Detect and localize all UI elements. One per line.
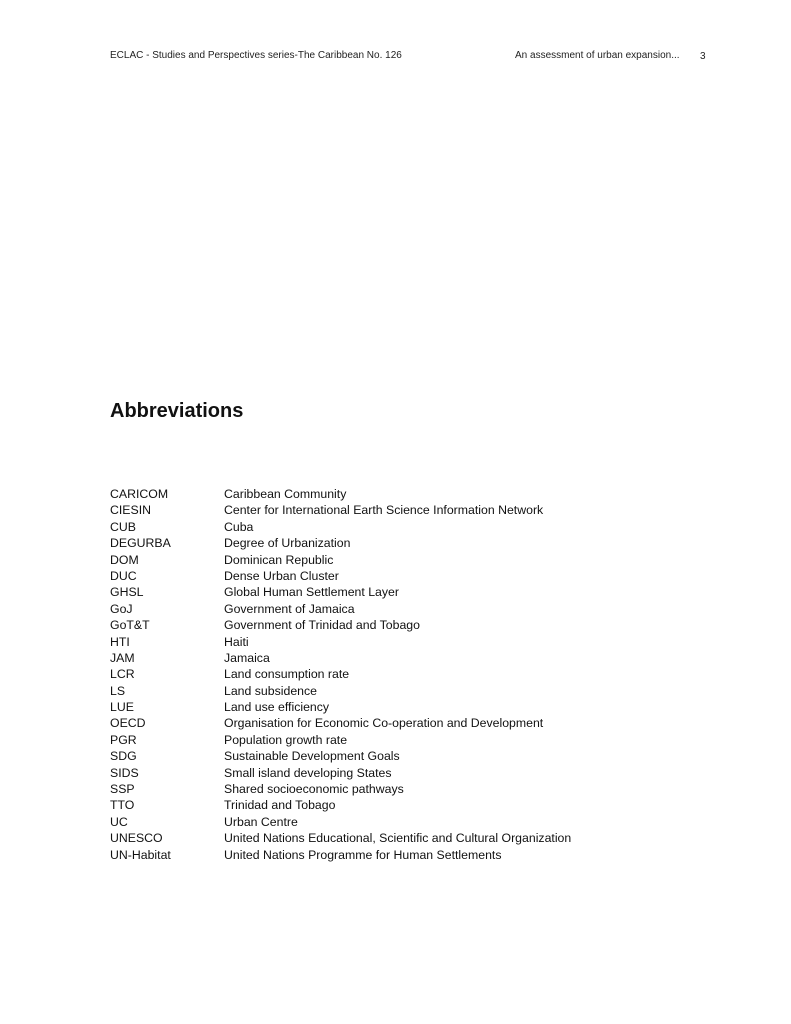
abbreviation-meaning: Government of Jamaica: [224, 601, 355, 616]
abbreviation-row: [110, 765, 670, 781]
abbreviation-meaning: Organisation for Economic Co-operation and Development: [224, 716, 544, 731]
abbreviation-code: PGR: [110, 732, 137, 747]
abbreviation-code: DEGURBA: [110, 536, 171, 551]
abbreviation-row: [110, 617, 670, 633]
abbreviation-meaning: Haiti: [224, 634, 249, 649]
abbreviation-meaning: Population growth rate: [224, 732, 348, 747]
abbreviation-row: [110, 486, 670, 502]
abbreviation-code: GoT&T: [110, 618, 150, 633]
abbreviation-meaning: Global Human Settlement Layer: [224, 585, 399, 600]
abbreviation-row: [110, 552, 670, 568]
page-header: [110, 48, 710, 64]
abbreviation-row: [110, 748, 670, 764]
abbreviation-meaning: United Nations Educational, Scientific and Cultural Organization: [224, 831, 572, 846]
abbreviation-meaning: Urban Centre: [224, 814, 298, 829]
abbreviation-meaning: Center for International Earth Science Information Network: [224, 503, 544, 518]
abbreviation-code: DOM: [110, 552, 139, 567]
header-series-title: ECLAC - Studies and Perspectives series-The Caribbean No. 126: [110, 50, 402, 61]
abbreviation-row: [110, 584, 670, 600]
abbreviation-row: [110, 666, 670, 682]
abbreviation-meaning: Cuba: [224, 519, 254, 534]
abbreviation-row: [110, 715, 670, 731]
abbreviation-code: CIESIN: [110, 503, 151, 518]
abbreviation-row: [110, 568, 670, 584]
abbreviation-code: UC: [110, 814, 128, 829]
abbreviation-meaning: Dense Urban Cluster: [224, 568, 339, 583]
abbreviation-row: [110, 699, 670, 715]
abbreviations-list: [110, 486, 670, 863]
abbreviation-row: [110, 502, 670, 518]
abbreviation-row: [110, 830, 670, 846]
page-number: 3: [700, 51, 706, 62]
abbreviation-row: [110, 847, 670, 863]
abbreviation-row: [110, 781, 670, 797]
abbreviation-row: [110, 535, 670, 551]
abbreviation-row: [110, 519, 670, 535]
abbreviation-meaning: Land use efficiency: [224, 700, 330, 715]
abbreviation-row: [110, 634, 670, 650]
abbreviation-code: LS: [110, 683, 126, 698]
abbreviation-code: GHSL: [110, 585, 144, 600]
abbreviation-code: LCR: [110, 667, 135, 682]
abbreviation-meaning: Jamaica: [224, 650, 270, 665]
abbreviation-meaning: United Nations Programme for Human Settlements: [224, 847, 502, 862]
abbreviation-code: HTI: [110, 634, 130, 649]
abbreviation-code: JAM: [110, 650, 135, 665]
abbreviation-meaning: Trinidad and Tobago: [224, 798, 336, 813]
abbreviation-meaning: Land subsidence: [224, 683, 317, 698]
abbreviation-row: [110, 601, 670, 617]
section-title: Abbreviations: [110, 400, 244, 422]
abbreviation-row: [110, 650, 670, 666]
abbreviation-code: CARICOM: [110, 487, 169, 501]
abbreviation-meaning: Land consumption rate: [224, 667, 350, 682]
abbreviation-code: SDG: [110, 749, 137, 764]
header-document-title: An assessment of urban expansion...: [515, 50, 680, 61]
abbreviation-meaning: Degree of Urbanization: [224, 536, 351, 551]
abbreviation-code: UN-Habitat: [110, 847, 171, 862]
abbreviation-row: [110, 814, 670, 830]
abbreviation-meaning: Shared socioeconomic pathways: [224, 782, 404, 797]
abbreviation-code: TTO: [110, 798, 135, 813]
abbreviation-meaning: Dominican Republic: [224, 552, 334, 567]
abbreviation-code: LUE: [110, 700, 134, 715]
abbreviation-code: UNESCO: [110, 831, 163, 846]
abbreviation-row: [110, 797, 670, 813]
abbreviation-meaning: Caribbean Community: [224, 487, 347, 501]
abbreviation-row: [110, 732, 670, 748]
abbreviation-meaning: Government of Trinidad and Tobago: [224, 618, 420, 633]
abbreviation-row: [110, 683, 670, 699]
abbreviation-code: DUC: [110, 568, 137, 583]
abbreviation-meaning: Sustainable Development Goals: [224, 749, 400, 764]
abbreviation-code: SSP: [110, 782, 135, 797]
abbreviation-code: GoJ: [110, 601, 133, 616]
abbreviation-meaning: Small island developing States: [224, 765, 392, 780]
abbreviation-code: OECD: [110, 716, 146, 731]
abbreviation-code: SIDS: [110, 765, 139, 780]
abbreviation-code: CUB: [110, 519, 136, 534]
